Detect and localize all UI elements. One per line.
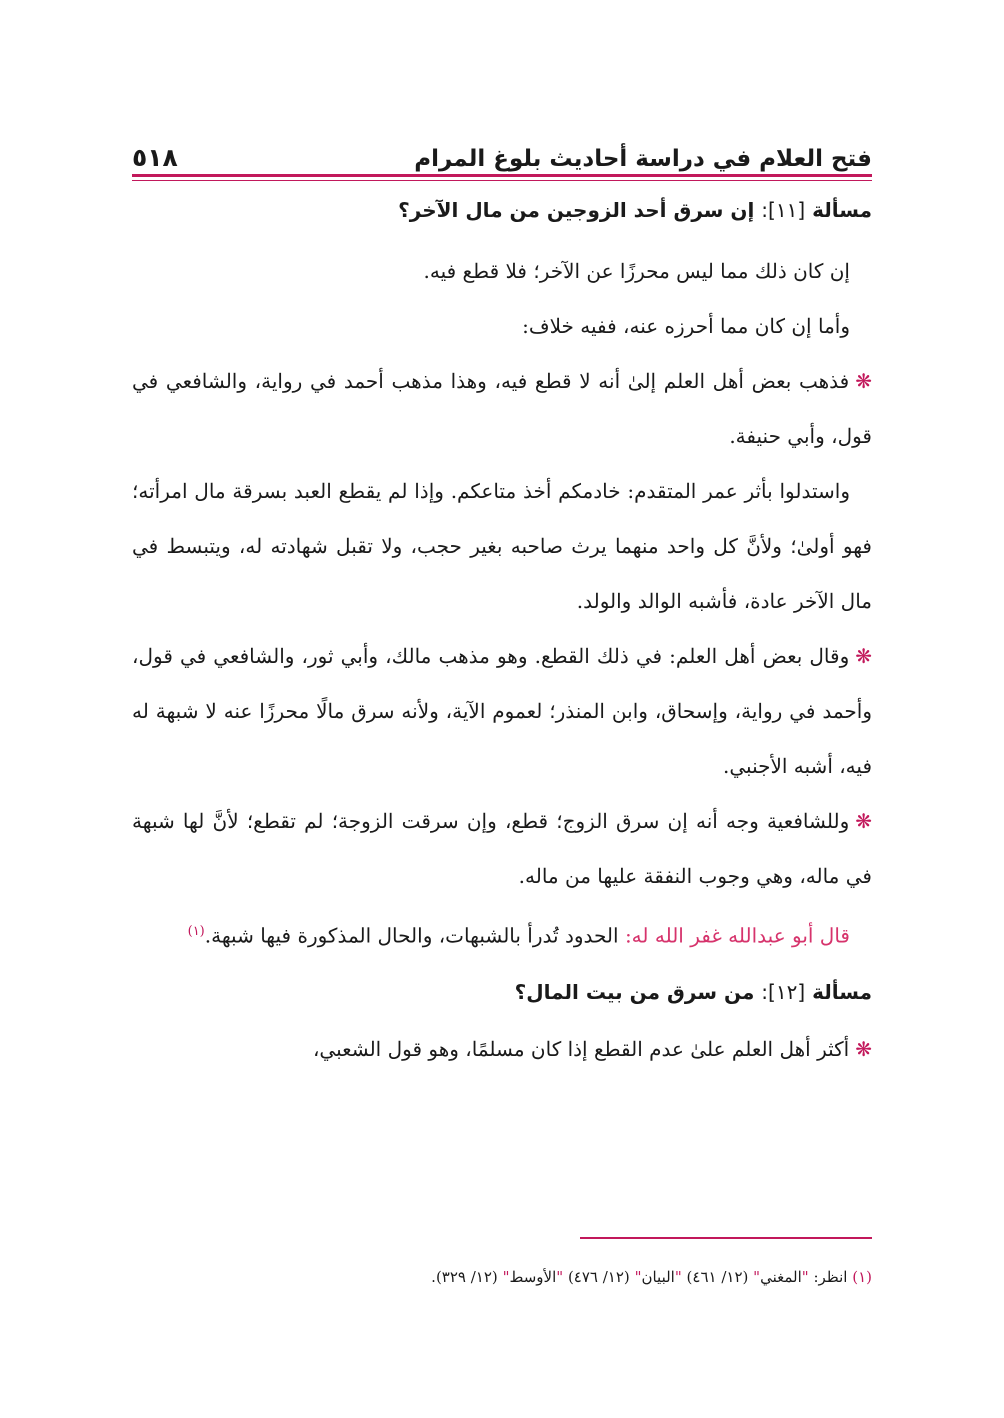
paragraph-5 [132,629,872,794]
page-body [132,190,872,1077]
paragraph-3-text: فذهب بعض أهل العلم إلىٰ أنه لا قطع فيه، وهذا مذهب أحمد في رواية، والشافعي في قول، وأبي حنيفة. [132,369,872,448]
issue-label: مسألة [812,198,872,222]
author-attribution: قال أبو عبدالله غفر الله له: [624,923,850,948]
header-rule-thick [132,174,872,177]
footnote-lead: انظر: [813,1268,848,1286]
paragraph-5-text: وقال بعض أهل العلم: في ذلك القطع. وهو مذهب مالك، وأبي ثور، والشافعي في قول، وأحمد في رواية، وإسحاق، وابن المنذر؛ لعموم الآية، ولأنه سرق مالًا محرزًا عنه لا شبهة له فيه، أشبه الأجنبي. [132,644,872,778]
paragraph-6-text: وللشافعية وجه أنه إن سرق الزوج؛ قطع، وإن سرقت الزوجة؛ لم تقطع؛ لأنَّ لها شبهة في ماله، وهي وجوب النفقة عليها من ماله. [132,809,872,888]
issue-11-heading [132,190,872,230]
paragraph-8 [132,1022,872,1077]
footnote-ref-3: (١٢/ ٣٢٩). [431,1268,498,1286]
issue-question: من سرق من بيت المال؟ [514,979,755,1004]
footnote-number: (١) [852,1268,872,1286]
paragraph-1: إن كان ذلك مما ليس محرزًا عن الآخر؛ فلا قطع فيه. [423,259,850,283]
flower-ornament-icon: ❋ [855,809,872,833]
footnote-source-1: المغني [760,1268,802,1286]
issue-number: [١١]: [761,198,806,222]
footnote: (١) انظر: "المغني" (١٢/ ٤٦١) "البيان" (١٢/ ٤٧٦) "الأوسط" (١٢/ ٣٢٩). [431,1268,872,1286]
flower-ornament-icon: ❋ [855,369,872,393]
paragraph-7 [132,904,872,964]
paragraph-7-text: الحدود تُدرأ بالشبهات، والحال المذكورة فيها شبهة. [204,923,619,948]
footnote-ref-1: (١٢/ ٤٦١) [686,1268,749,1286]
footnote-source-3: الأوسط [509,1268,557,1286]
page-number: ٥١٨ [132,143,178,172]
issue-12-heading [132,972,872,1012]
footnote-source-2: البيان [641,1268,675,1286]
flower-ornament-icon: ❋ [855,1036,872,1061]
page-header [132,128,872,172]
footnote-ref-2: (١٢/ ٤٧٦) [567,1268,630,1286]
book-title: فتح العلام في دراسة أحاديث بلوغ المرام [414,146,872,172]
issue-label: مسألة [812,979,872,1004]
paragraph-4: واستدلوا بأثر عمر المتقدم: خادمكم أخذ متاعكم. وإذا لم يقطع العبد بسرقة مال امرأته؛ فهو أولىٰ؛ ولأنَّ كل واحد منهما يرث صاحبه بغير حجب، ولا تقبل شهادته له، ويتبسط في مال الآخر عادة، فأشبه الوالد والولد. [132,479,872,613]
issue-number: [١٢]: [761,979,806,1004]
footnote-rule [580,1237,872,1239]
paragraph-2: وأما إن كان مما أحرزه عنه، ففيه خلاف: [522,314,850,338]
paragraph-8-text: أكثر أهل العلم علىٰ عدم القطع إذا كان مسلمًا، وهو قول الشعبي، [312,1036,850,1061]
issue-question: إن سرق أحد الزوجين من مال الآخر؟ [398,198,755,222]
paragraph-3 [132,354,872,464]
flower-ornament-icon: ❋ [855,644,872,668]
paragraph-6 [132,794,872,904]
header-rule-thin [132,180,872,181]
footnote-reference[interactable]: (١) [187,924,205,939]
